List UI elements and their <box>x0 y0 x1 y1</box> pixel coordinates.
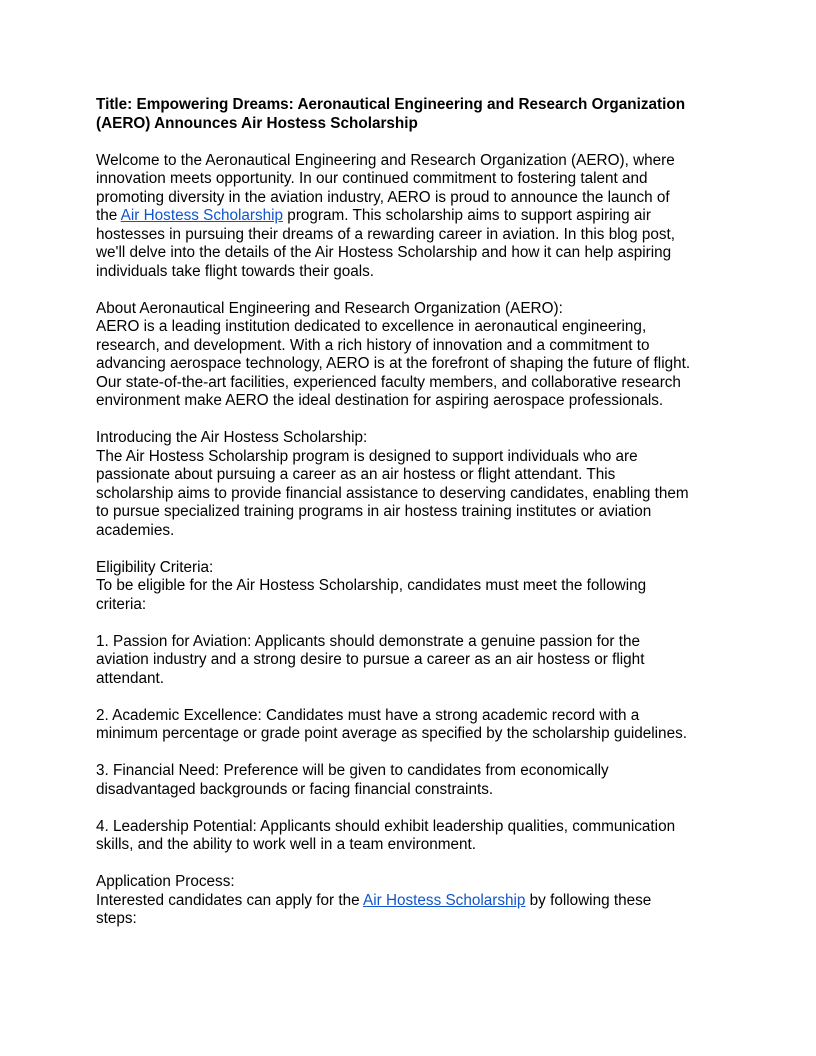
paragraph-line: The Air Hostess Scholarship program is designed to support individuals who are <box>96 447 638 465</box>
criterion-passion <box>96 633 736 689</box>
paragraph-line: criteria: <box>96 595 147 613</box>
introducing-section <box>96 429 736 540</box>
paragraph-line: individuals take flight towards their goals. <box>96 262 375 280</box>
paragraph-line: Our state-of-the-art facilities, experienced faculty members, and collaborative research <box>96 373 681 391</box>
document-page <box>96 96 736 929</box>
paragraph-line: advancing aerospace technology, AERO is at the forefront of shaping the future of flight. <box>96 355 691 372</box>
spacer <box>96 540 736 559</box>
paragraph-line: disadvantaged backgrounds or facing financial constraints. <box>96 780 494 798</box>
air-hostess-scholarship-link[interactable]: Air Hostess Scholarship <box>120 207 284 224</box>
paragraph-line: research, and development. With a rich history of innovation and a commitment to <box>96 336 650 354</box>
paragraph-line: hostesses in pursuing their dreams of a rewarding career in aviation. In this blog post, <box>96 225 676 243</box>
criterion-academic <box>96 707 736 744</box>
about-section <box>96 300 736 411</box>
title-line: (AERO) Announces Air Hostess Scholarship <box>96 114 418 132</box>
spacer <box>96 281 736 300</box>
text-fragment: by following these <box>525 891 652 909</box>
section-heading: Application Process: <box>96 873 235 890</box>
spacer <box>96 614 736 633</box>
spacer <box>96 133 736 152</box>
eligibility-section <box>96 559 736 855</box>
paragraph-line: 1. Passion for Aviation: Applicants should demonstrate a genuine passion for the <box>96 632 640 650</box>
paragraph-line: aviation industry and a strong desire to pursue a career as an air hostess or flight <box>96 651 645 668</box>
paragraph-line: promoting diversity in the aviation industry, AERO is proud to announce the launch of <box>96 188 670 206</box>
paragraph-line: to pursue specialized training programs in air hostess training institutes or aviation <box>96 503 652 520</box>
paragraph-line: passionate about pursuing a career as an air hostess or flight attendant. This <box>96 466 616 483</box>
paragraph-line: Welcome to the Aeronautical Engineering and Research Organization (AERO), where <box>96 151 675 169</box>
spacer <box>96 688 736 707</box>
document-title <box>96 96 736 133</box>
paragraph-line <box>96 207 736 226</box>
criterion-leadership <box>96 818 736 855</box>
spacer <box>96 411 736 430</box>
title-line: Title: Empowering Dreams: Aeronautical Engineering and Research Organization <box>96 96 686 113</box>
paragraph-line: 3. Financial Need: Preference will be given to candidates from economically <box>96 762 609 779</box>
paragraph-line: To be eligible for the Air Hostess Scholarship, candidates must meet the following <box>96 577 647 594</box>
text-fragment: Interested candidates can apply for the <box>96 891 364 909</box>
paragraph-line: 4. Leadership Potential: Applicants should exhibit leadership qualities, communication <box>96 817 676 835</box>
paragraph-line: environment make AERO the ideal destination for aspiring aerospace professionals. <box>96 392 664 409</box>
paragraph-line: scholarship aims to provide financial assistance to deserving candidates, enabling them <box>96 484 689 502</box>
spacer <box>96 799 736 818</box>
section-heading: About Aeronautical Engineering and Research Organization (AERO): <box>96 299 563 317</box>
paragraph-line: we'll delve into the details of the Air Hostess Scholarship and how it can help aspiring <box>96 244 672 261</box>
spacer <box>96 744 736 763</box>
intro-paragraph <box>96 152 736 282</box>
paragraph-line: skills, and the ability to work well in a team environment. <box>96 836 477 853</box>
text-fragment: program. This scholarship aims to support aspiring air <box>283 207 651 224</box>
text-fragment: the <box>96 207 121 224</box>
air-hostess-scholarship-link[interactable]: Air Hostess Scholarship <box>363 891 526 909</box>
paragraph-line: 2. Academic Excellence: Candidates must have a strong academic record with a <box>96 706 640 724</box>
section-heading: Eligibility Criteria: <box>96 558 214 576</box>
paragraph-line: innovation meets opportunity. In our continued commitment to fostering talent and <box>96 170 648 187</box>
section-heading: Introducing the Air Hostess Scholarship: <box>96 429 368 446</box>
paragraph-line: attendant. <box>96 669 165 687</box>
paragraph-line: AERO is a leading institution dedicated to excellence in aeronautical engineering, <box>96 318 647 335</box>
paragraph-line: steps: <box>96 910 137 927</box>
criterion-financial <box>96 762 736 799</box>
spacer <box>96 855 736 874</box>
application-section <box>96 873 736 929</box>
paragraph-line: minimum percentage or grade point average as specified by the scholarship guidelines. <box>96 725 687 742</box>
paragraph-line: academies. <box>96 521 175 539</box>
paragraph-line <box>96 892 736 911</box>
